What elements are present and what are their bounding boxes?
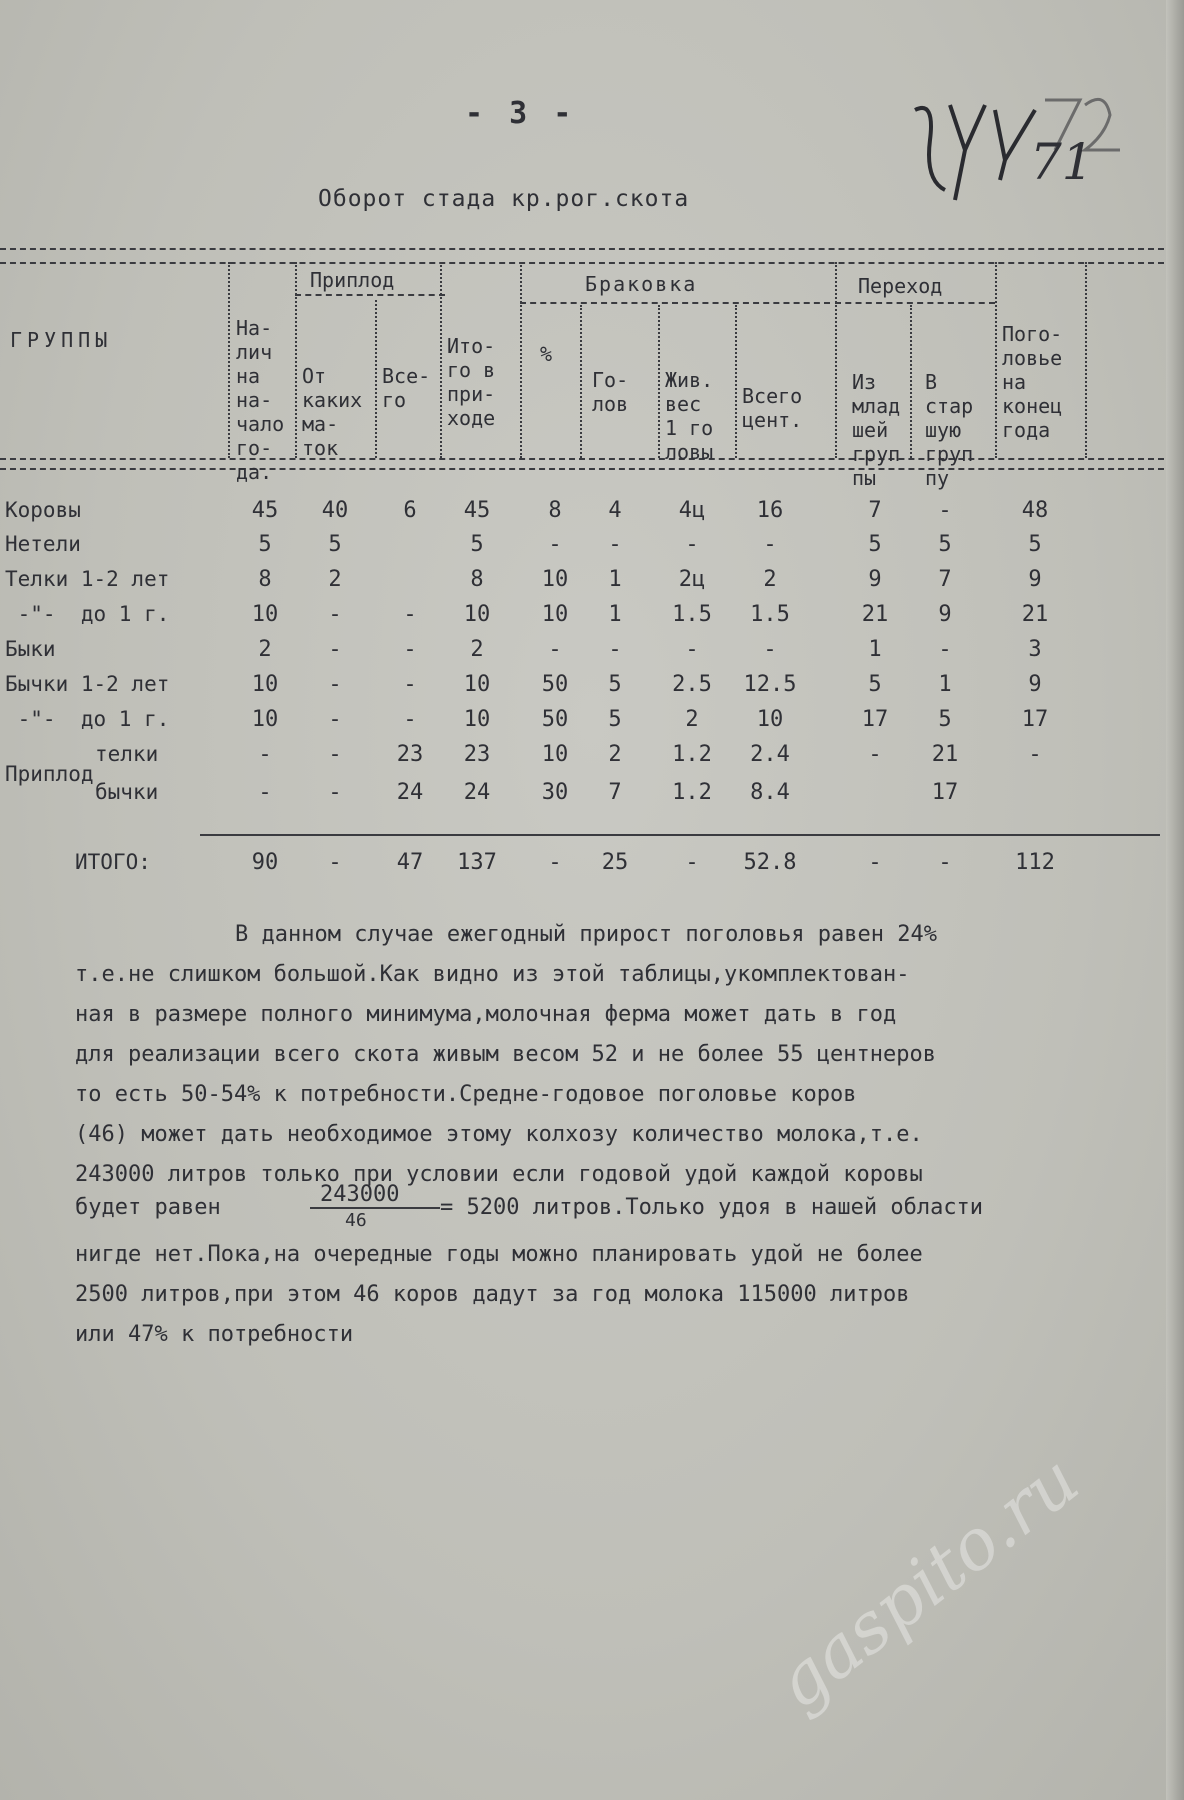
table-cell: 1.2 <box>672 780 712 805</box>
table-cell: 5 <box>1028 532 1042 557</box>
table-cell: 5 <box>258 532 272 557</box>
table-cell: - <box>1028 742 1042 767</box>
row-label: Нетели <box>5 532 81 556</box>
header-brakovka: Браковка <box>585 272 698 296</box>
table-cell: 10 <box>251 672 279 697</box>
total-cell: - <box>548 850 562 875</box>
priplod-underline <box>295 294 445 296</box>
table-cell: 45 <box>463 498 491 523</box>
table-cell: 5 <box>608 672 622 697</box>
table-cell: - <box>258 780 272 805</box>
col-divider <box>580 305 582 458</box>
header-vsego-cent: Всего цент. <box>742 384 803 432</box>
archive-number: 71 <box>1030 133 1094 191</box>
table-cell: 8.4 <box>750 780 790 805</box>
table-cell: 1 <box>608 567 622 592</box>
header-itogo: Ито- го в при- ходе <box>447 334 496 430</box>
row-label: Телки 1-2 лет <box>5 567 170 591</box>
table-cell: 12.5 <box>743 672 797 697</box>
table-cell: - <box>403 602 417 627</box>
table-cell: 7 <box>868 498 882 523</box>
table-cell: 48 <box>1021 498 1049 523</box>
table-cell: 4 <box>608 498 622 523</box>
col-divider <box>910 305 912 458</box>
header-priplod: Приплод <box>310 268 395 292</box>
table-cell: - <box>548 637 562 662</box>
table-cell: 10 <box>756 707 784 732</box>
handwritten-folio-mark <box>905 80 1135 230</box>
paragraph-line: В данном случае ежегодный прирост поголовья равен 24% <box>235 922 937 947</box>
row-label: Коровы <box>5 498 81 522</box>
table-cell: 2.4 <box>750 742 790 767</box>
table-cell: - <box>868 742 882 767</box>
table-cell: 5 <box>938 532 952 557</box>
table-cell: - <box>938 637 952 662</box>
table-cell: 7 <box>608 780 622 805</box>
table-cell: 5 <box>328 532 342 557</box>
table-cell: 2 <box>685 707 699 732</box>
table-cell: 2 <box>258 637 272 662</box>
table-cell: 2.5 <box>672 672 712 697</box>
row-label: бычки <box>95 780 159 804</box>
row-label: телки <box>95 742 159 766</box>
table-cell: - <box>685 532 699 557</box>
total-cell: 137 <box>457 850 497 875</box>
table-cell: 1.2 <box>672 742 712 767</box>
table-cell: 17 <box>861 707 889 732</box>
paragraph-line: или 47% к потребности <box>75 1322 354 1347</box>
table-cell: 10 <box>251 707 279 732</box>
table-cell: 1.5 <box>750 602 790 627</box>
total-cell: - <box>328 850 342 875</box>
table-cell: 5 <box>868 672 882 697</box>
total-cell: 52.8 <box>743 850 797 875</box>
col-divider <box>228 262 230 458</box>
table-title: Оборот стада кр.рог.скота <box>318 186 690 212</box>
row-label: Быки <box>5 637 56 661</box>
table-cell: - <box>328 707 342 732</box>
table-cell: - <box>938 498 952 523</box>
table-cell: 21 <box>931 742 959 767</box>
page-number: - 3 - <box>465 96 576 131</box>
header-iz-mlad: Из млад шей груп пы <box>852 370 901 490</box>
col-divider <box>295 262 297 458</box>
table-cell: - <box>328 742 342 767</box>
total-separator <box>200 834 1160 836</box>
paragraph-line: 2500 литров,при этом 46 коров дадут за год молока 115000 литров <box>75 1282 910 1307</box>
paragraph-line: для реализации всего скота живым весом 52 и не более 55 центнеров <box>75 1042 936 1067</box>
header-v-star: В стар шую груп пу <box>925 370 974 490</box>
paragraph-line: 243000 литров только при условии если годовой удой каждой коровы <box>75 1162 923 1187</box>
table-cell: - <box>258 742 272 767</box>
table-cell: 8 <box>258 567 272 592</box>
paragraph-line: ная в размере полного минимума,молочная ферма может дать в год <box>75 1002 897 1027</box>
table-cell: - <box>685 637 699 662</box>
total-label: ИТОГО: <box>75 850 151 874</box>
page-edge <box>1166 0 1184 1800</box>
col-divider <box>735 305 737 458</box>
table-cell: 1 <box>938 672 952 697</box>
table-cell: 10 <box>541 742 569 767</box>
col-divider <box>520 262 522 458</box>
table-cell: 10 <box>541 567 569 592</box>
table-cell: 10 <box>463 707 491 732</box>
fraction-denominator: 46 <box>345 1210 367 1231</box>
fraction-numerator: 243000 <box>320 1182 400 1207</box>
table-cell: - <box>328 672 342 697</box>
table-cell: 21 <box>861 602 889 627</box>
table-cell: 2 <box>470 637 484 662</box>
table-cell: 17 <box>931 780 959 805</box>
table-cell: - <box>608 532 622 557</box>
table-cell: 6 <box>403 498 417 523</box>
header-percent: % <box>540 342 553 366</box>
table-cell: 8 <box>548 498 562 523</box>
total-cell: 47 <box>396 850 424 875</box>
table-top-border-2 <box>0 262 1164 264</box>
col-divider <box>375 300 377 458</box>
paragraph-line: (46) может дать необходимое этому колхозу количество молока,т.е. <box>75 1122 923 1147</box>
table-cell: 2 <box>608 742 622 767</box>
table-cell: 16 <box>756 498 784 523</box>
table-cell: 1.5 <box>672 602 712 627</box>
total-cell: - <box>868 850 882 875</box>
header-bottom-border-2 <box>0 468 1164 470</box>
table-cell: - <box>328 602 342 627</box>
table-cell: 24 <box>396 780 424 805</box>
table-cell: 23 <box>463 742 491 767</box>
table-cell: 23 <box>396 742 424 767</box>
site-watermark: gaspito.ru <box>760 1438 1094 1725</box>
row-label: Бычки 1-2 лет <box>5 672 170 696</box>
paragraph-line: нигде нет.Пока,на очередные годы можно планировать удой не более <box>75 1242 923 1267</box>
table-cell: 9 <box>938 602 952 627</box>
table-cell: 24 <box>463 780 491 805</box>
header-zhiv-ves: Жив. вес 1 го ловы <box>665 368 714 464</box>
table-cell: 17 <box>1021 707 1049 732</box>
total-cell: 90 <box>251 850 279 875</box>
table-cell: - <box>763 637 777 662</box>
perehod-underline <box>835 302 995 304</box>
table-cell: 10 <box>251 602 279 627</box>
table-cell: 5 <box>938 707 952 732</box>
total-cell: 25 <box>601 850 629 875</box>
table-cell: - <box>328 780 342 805</box>
table-cell: 1 <box>868 637 882 662</box>
paragraph-line: будет равен <box>75 1195 221 1220</box>
header-groups: ГРУППЫ <box>10 328 113 352</box>
row-group-label: Приплод <box>5 762 94 786</box>
table-cell: 1 <box>608 602 622 627</box>
col-divider <box>835 262 837 458</box>
table-cell: - <box>328 637 342 662</box>
table-cell: 5 <box>608 707 622 732</box>
table-cell: 21 <box>1021 602 1049 627</box>
table-cell: 30 <box>541 780 569 805</box>
table-cell: 50 <box>541 672 569 697</box>
col-divider <box>658 305 660 458</box>
header-ot-kakih: От каких ма- ток <box>302 364 363 460</box>
header-bottom-border <box>0 458 1164 460</box>
total-cell: 112 <box>1015 850 1055 875</box>
col-divider <box>440 262 442 458</box>
table-cell: 45 <box>251 498 279 523</box>
table-cell: 10 <box>463 672 491 697</box>
header-golov: Го- лов <box>592 368 629 416</box>
row-label: -"- до 1 г. <box>5 602 170 626</box>
table-cell: 9 <box>1028 672 1042 697</box>
table-cell: 9 <box>868 567 882 592</box>
table-cell: 5 <box>470 532 484 557</box>
table-cell: 3 <box>1028 637 1042 662</box>
table-cell: 4ц <box>678 498 706 523</box>
table-top-border <box>0 248 1164 250</box>
paragraph-line: то есть 50-54% к потребности.Средне-годовое поголовье коров <box>75 1082 857 1107</box>
table-cell: 5 <box>868 532 882 557</box>
header-vsego: Все- го <box>382 364 431 412</box>
table-cell: 50 <box>541 707 569 732</box>
header-nalichie: На- лич на на- чало го- да. <box>236 316 285 484</box>
paragraph-line: т.е.не слишком большой.Как видно из этой таблицы,укомплектован- <box>75 962 910 987</box>
table-cell: 8 <box>470 567 484 592</box>
paragraph-line: = 5200 литров.Только удоя в нашей области <box>440 1195 984 1220</box>
col-divider <box>1085 262 1087 458</box>
table-cell: - <box>403 672 417 697</box>
table-cell: 40 <box>321 498 349 523</box>
table-cell: - <box>403 637 417 662</box>
table-cell: 2 <box>328 567 342 592</box>
table-cell: 2ц <box>678 567 706 592</box>
row-label: -"- до 1 г. <box>5 707 170 731</box>
table-cell: - <box>608 637 622 662</box>
table-cell: 2 <box>763 567 777 592</box>
total-cell: - <box>685 850 699 875</box>
brakovka-underline <box>520 302 830 304</box>
col-divider <box>995 262 997 458</box>
table-cell: 10 <box>541 602 569 627</box>
total-cell: - <box>938 850 952 875</box>
table-cell: - <box>403 707 417 732</box>
table-cell: 7 <box>938 567 952 592</box>
header-perehod: Переход <box>858 274 943 298</box>
table-cell: 9 <box>1028 567 1042 592</box>
fraction-bar <box>310 1207 440 1209</box>
table-cell: - <box>763 532 777 557</box>
table-cell: 10 <box>463 602 491 627</box>
header-pogolovie: Пого- ловье на конец года <box>1002 322 1063 442</box>
table-cell: - <box>548 532 562 557</box>
